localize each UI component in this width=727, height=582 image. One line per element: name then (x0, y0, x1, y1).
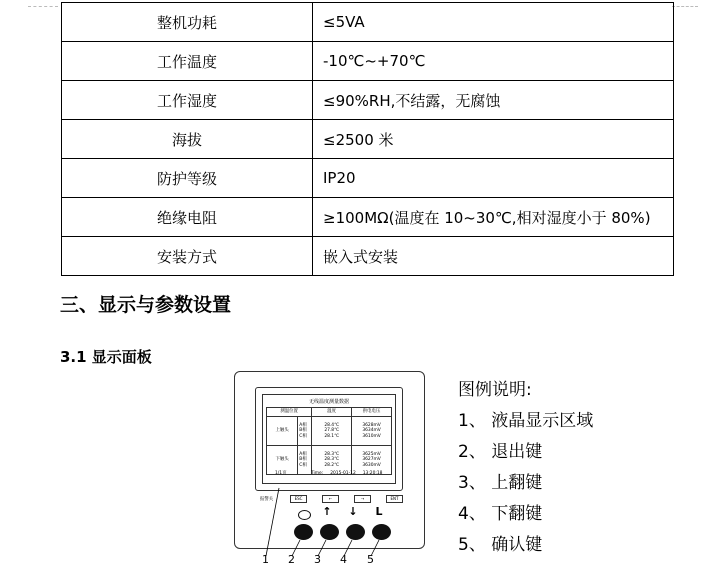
up-symbol-icon: ↑ (322, 505, 332, 518)
volt-value: 3628mV (362, 422, 381, 428)
group-name: 下触头 (267, 446, 298, 475)
header-cell: 供电电压 (352, 408, 392, 417)
header-cell: 温度 (312, 408, 352, 417)
legend-item: 1、 液晶显示区域 (458, 411, 594, 431)
callout-number: 3 (314, 553, 321, 566)
legend-item: 5、 确认键 (458, 535, 543, 555)
callout-number: 2 (288, 553, 295, 566)
callout-number: 4 (340, 553, 347, 566)
section-heading: 三、显示与参数设置 (60, 294, 232, 316)
soft-key-esc: ESC (290, 495, 307, 503)
phase-label: B相 (299, 428, 307, 434)
spec-value: ≥100MΩ(温度在 10~30℃,相对湿度小于 80%) (313, 198, 674, 237)
temp-value: 28.3℃ (324, 457, 340, 463)
temp-value: 27.8℃ (324, 428, 340, 434)
screen-title: 无线温度测量数据 (308, 399, 349, 405)
subsection-heading: 3.1 显示面板 (60, 348, 152, 366)
temp-value: 28.2℃ (324, 462, 340, 468)
phase-label: A相 (299, 422, 307, 428)
volt-value: 3610mV (362, 433, 381, 439)
enter-symbol-icon: L (375, 505, 383, 518)
page-indicator: 1/1页 (275, 471, 287, 476)
spec-name: 海拔 (62, 120, 313, 159)
clock-value: 13:20:18 (362, 471, 383, 476)
volt-value: 3627mV (362, 457, 381, 463)
spec-name: 工作湿度 (62, 81, 313, 120)
time-label: Time: (311, 471, 324, 476)
spec-value: ≤90%RH,不结露，无腐蚀 (313, 81, 674, 120)
group-name: 上触头 (267, 417, 298, 446)
callout-line-1 (266, 488, 279, 556)
legend-item: 2、 退出键 (458, 442, 543, 462)
soft-key-right: → (354, 495, 371, 503)
volt-value: 3625mV (362, 451, 381, 457)
spec-value: -10℃~+70℃ (313, 42, 674, 81)
spec-value: ≤5VA (313, 3, 674, 42)
callout-number: 1 (262, 553, 269, 566)
temp-value: 28.4℃ (324, 422, 340, 428)
phase-label: A相 (299, 451, 307, 457)
spec-name: 安装方式 (62, 237, 313, 276)
alarm-status: 报警关 (260, 497, 274, 502)
temp-value: 28.3℃ (324, 451, 340, 457)
legend-item: 3、 上翻键 (458, 473, 543, 493)
spec-name: 防护等级 (62, 159, 313, 198)
temp-value: 28.1℃ (324, 433, 340, 439)
soft-key-left: ← (322, 495, 339, 503)
spec-name: 绝缘电阻 (62, 198, 313, 237)
phase-label: C相 (299, 433, 307, 439)
phase-label: B相 (299, 457, 307, 463)
volt-value: 3630mV (362, 462, 381, 468)
spec-name: 整机功耗 (62, 3, 313, 42)
callout-number: 5 (367, 553, 374, 566)
phase-label: C相 (299, 462, 307, 468)
spec-value: ≤2500 米 (313, 120, 674, 159)
spec-value: 嵌入式安装 (313, 237, 674, 276)
header-cell: 测温位置 (267, 408, 312, 417)
legend-title: 图例说明: (458, 380, 532, 400)
legend-item: 4、 下翻键 (458, 504, 543, 524)
volt-value: 3634mV (362, 428, 381, 434)
spec-value: IP20 (313, 159, 674, 198)
legend (458, 375, 593, 561)
down-symbol-icon: ↓ (348, 505, 358, 518)
date-value: 2015-01-12 (330, 471, 356, 476)
spec-name: 工作温度 (62, 42, 313, 81)
soft-key-ent: ENT (386, 495, 403, 503)
